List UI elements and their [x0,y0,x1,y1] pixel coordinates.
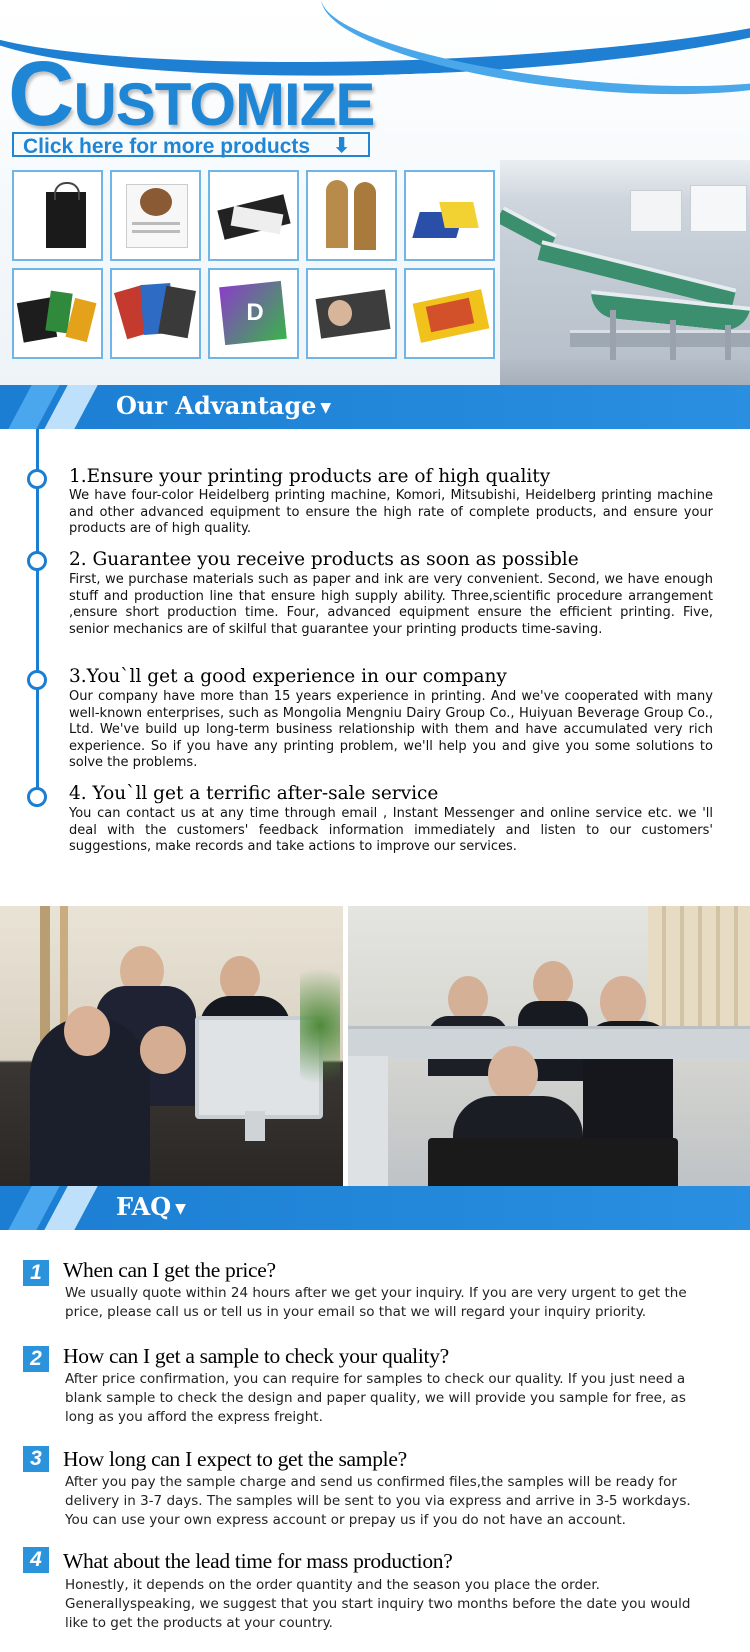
customize-header [0,0,750,385]
arrow-down-icon: ⬇ [333,135,350,157]
faq-heading [116,1192,186,1221]
faq-number-badge: 4 [23,1547,49,1573]
advantage-body-2: First, we purchase materials such as paper and ink are very convenient. Second, we have enough stuff and production line that ensure high supply ability. Three,scientific procedure arrangement ,ensure short production time. Four, advanced equipment ensure the efficient printing. Five, senior mechanics are of skilful that guarantee your printing products time-saving. [69,572,713,637]
faq-question-3: How long can I expect to get the sample? [63,1447,407,1471]
advantage-title-1: 1.Ensure your printing products are of high quality [69,466,551,487]
faq-number-badge: 2 [23,1346,49,1372]
advantage-heading-text: Our Advantage [116,391,317,420]
product-thumb-paper-bag[interactable] [12,170,103,261]
timeline-dot [27,551,47,571]
more-products-link[interactable] [12,132,370,157]
title-rest: USTOMIZE [73,71,375,138]
faq-answer-1: We usually quote within 24 hours after we get your inquiry. If you are very urgent to get the price, please call us or tell us in your email so that we will regard your inquiry priority. [65,1285,687,1320]
faq-number-badge: 1 [23,1260,49,1286]
faq-answer-2: After price confirmation, you can require for samples to check our quality. If you just need a blank sample to check the design and paper quality, we will provide you sample for free, as long as you afford the express freight. [65,1371,686,1425]
product-thumb-magazines[interactable] [110,268,201,359]
triangle-down-icon: ▼ [175,1200,186,1217]
product-thumb-door-hangers[interactable] [306,170,397,261]
triangle-down-icon: ▼ [320,399,332,416]
product-thumb-fashion-magazine[interactable] [306,268,397,359]
faq-answer-3: After you pay the sample charge and send us confirmed files,the samples will be ready for delivery in 3-7 days. The samples will be sent to you via express and arrive in 3-5 workdays. You can use your own express account or prepay us if you do not have an account. [65,1474,691,1528]
faq-question-1: When can I get the price? [63,1258,276,1282]
advantage-title-2: 2. Guarantee you receive products as soon as possible [69,549,579,570]
timeline-dot [27,469,47,489]
advantage-title-3: 3.You`ll get a good experience in our company [69,666,507,687]
timeline-dot [27,670,47,690]
more-products-label: Click here for more products [23,135,311,158]
advantage-body-1: We have four-color Heidelberg printing machine, Komori, Mitsubishi, Heidelberg printing machine and other advanced equipment to ensure the high rate of complete products, and ensure your products are of high quality. [69,488,713,537]
faq-number-badge: 3 [23,1446,49,1472]
advantage-body-3: Our company have more than 15 years experience in printing. And we've cooperated with many well-known enterprises, such as Mongolia Mengniu Dairy Group Co., Huiyuan Beverage Group Co., Ltd. We've build up long-term business relationship with them and have accumulated very rich experience. So if you have any printing problem, we'll help you and give you some solutions to solve the problems. [69,689,713,771]
product-thumb-gift-box[interactable] [404,170,495,261]
customize-title [8,43,375,145]
product-thumb-sheets[interactable] [208,170,299,261]
product-thumb-calendar[interactable] [110,170,201,261]
faq-question-4: What about the lead time for mass production? [63,1549,453,1573]
advantage-heading [116,391,331,420]
title-initial: C [8,43,74,145]
faq-heading-text: FAQ [116,1192,172,1221]
advantage-body-4: You can contact us at any time through email , Instant Messenger and online service etc. we 'll deal with the customers' feedback information immediately and listen to our customers' suggestions, make records and take actions to improve our services. [69,806,713,855]
advantage-title-4: 4. You`ll get a terrific after-sale service [69,783,439,804]
office-photo-left [0,906,343,1186]
office-photo-right [348,906,750,1186]
faq-question-2: How can I get a sample to check your quality? [63,1344,449,1368]
product-thumb-brochure[interactable]: D [208,268,299,359]
faq-banner [0,1186,750,1230]
faq-answer-4: Honestly, it depends on the order quantity and the season you place the order. Generallyspeaking, we suggest that you start inquiry two months before the date you would like to get the products at your country. [65,1577,691,1631]
product-thumb-notebooks[interactable] [12,268,103,359]
advantage-banner [0,385,750,429]
factory-conveyor-photo [500,160,750,385]
timeline-dot [27,787,47,807]
product-thumb-game-box[interactable] [404,268,495,359]
